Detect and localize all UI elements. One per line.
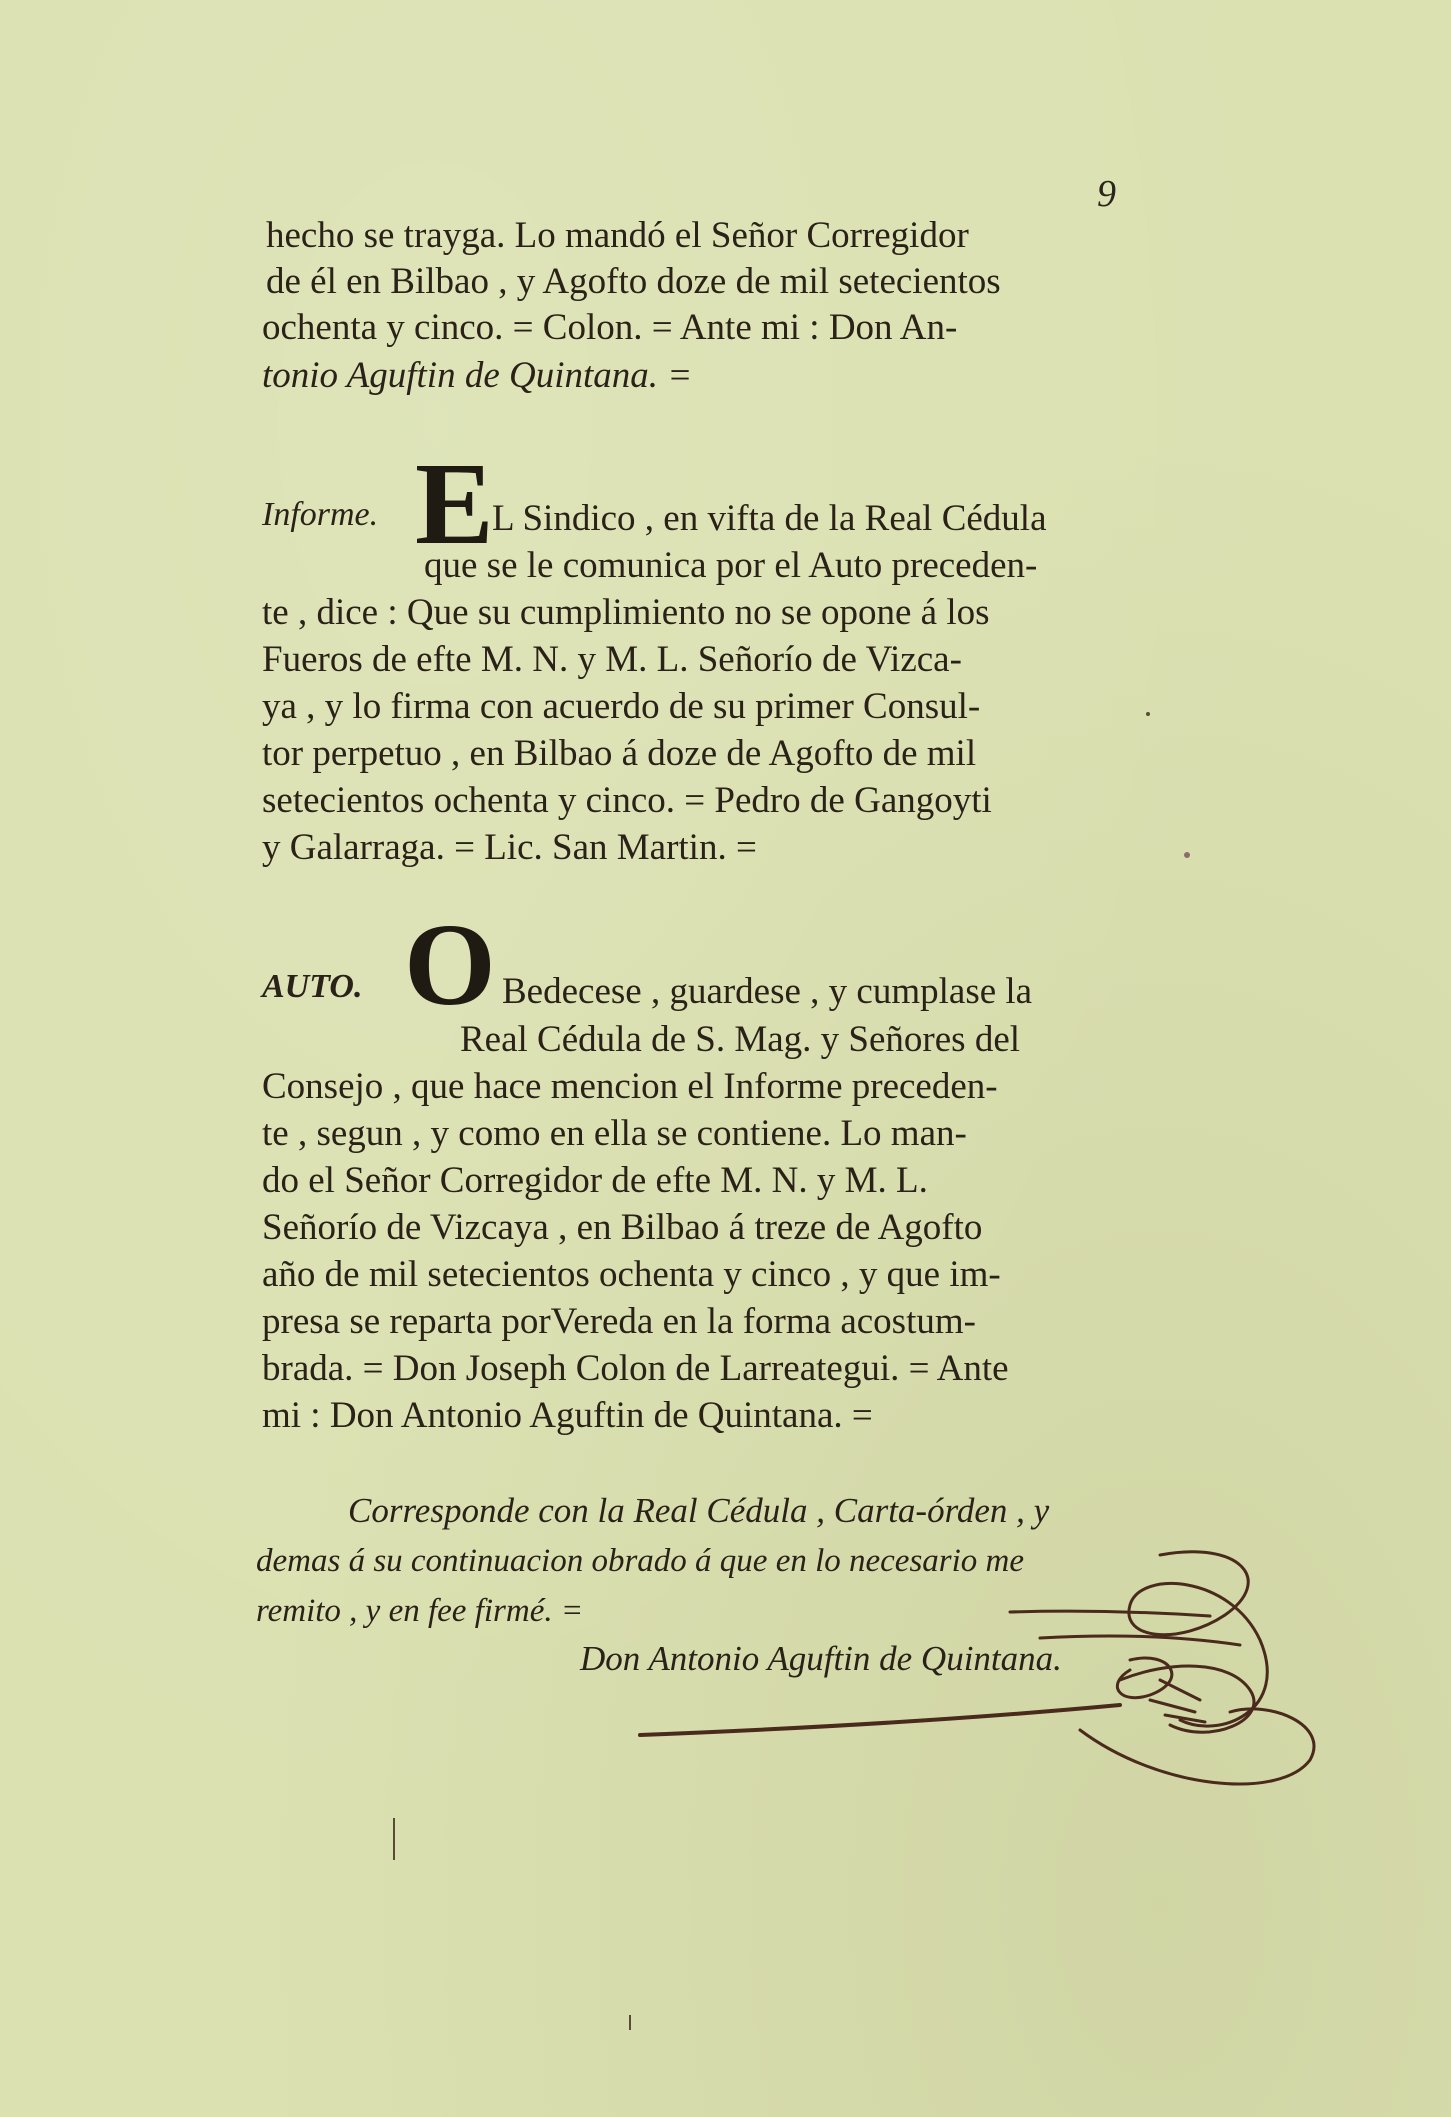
margin-marks (394, 712, 1190, 2030)
attestation-signature-name: Don Antonio Aguftin de Quintana. (580, 1639, 1062, 1678)
paragraph-line: hecho se trayga. Lo mandó el Señor Corregidor (266, 215, 969, 256)
paragraph-line: ya , y lo firma con acuerdo de su primer Consul- (262, 686, 981, 727)
paragraph-line: mi : Don Antonio Aguftin de Quintana. = (262, 1395, 873, 1436)
paragraph-line: Señorío de Vizcaya , en Bilbao á treze de Agofto (262, 1207, 983, 1248)
paragraph-line: año de mil setecientos ochenta y cinco , y que im- (262, 1254, 1001, 1295)
attestation-line: Corresponde con la Real Cédula , Carta-órden , y (348, 1491, 1050, 1530)
paragraph-line: setecientos ochenta y cinco. = Pedro de Gangoyti (262, 780, 992, 821)
paragraph-line: Bedecese , guardese , y cumplase la (502, 971, 1033, 1012)
paragraph-line: brada. = Don Joseph Colon de Larreategui. = Ante (262, 1348, 1009, 1389)
paragraph-line: Real Cédula de S. Mag. y Señores del (460, 1019, 1021, 1060)
paragraph-line: presa se reparta porVereda en la forma acostum- (262, 1301, 976, 1342)
page-number: 9 (1097, 173, 1116, 215)
paragraph-line: L Sindico , en vifta de la Real Cédula (492, 498, 1047, 539)
paragraph-line: y Galarraga. = Lic. San Martin. = (262, 827, 757, 868)
paragraph-line: Fueros de efte M. N. y M. L. Señorío de Vizca- (262, 639, 962, 680)
auto-drop-cap: O (404, 899, 496, 1030)
paragraph-line: tonio Aguftin de Quintana. = (262, 355, 693, 396)
rubric-strokes (640, 1552, 1314, 1784)
paragraph-line: do el Señor Corregidor de efte M. N. y M. L. (262, 1160, 928, 1201)
paragraph-line: te , dice : Que su cumplimiento no se opone á los (262, 592, 990, 633)
auto-margin-label: AUTO. (262, 968, 363, 1005)
informe-drop-cap: E (415, 438, 494, 569)
paragraph-line: tor perpetuo , en Bilbao á doze de Agofto de mil (262, 733, 977, 774)
attestation-line: demas á su continuacion obrado á que en lo necesario me (256, 1543, 1025, 1579)
paragraph-line: te , segun , y como en ella se contiene. Lo man- (262, 1113, 967, 1154)
attestation-line: remito , y en fee firmé. = (256, 1593, 584, 1629)
paragraph-line: que se le comunica por el Auto preceden- (424, 545, 1038, 586)
paragraph-line: Consejo , que hace mencion el Informe preceden- (262, 1066, 998, 1107)
paragraph-line: ochenta y cinco. = Colon. = Ante mi : Don An- (262, 307, 958, 348)
paragraph-line: de él en Bilbao , y Agofto doze de mil setecientos (266, 261, 1001, 302)
informe-margin-label: Informe. (262, 496, 379, 533)
